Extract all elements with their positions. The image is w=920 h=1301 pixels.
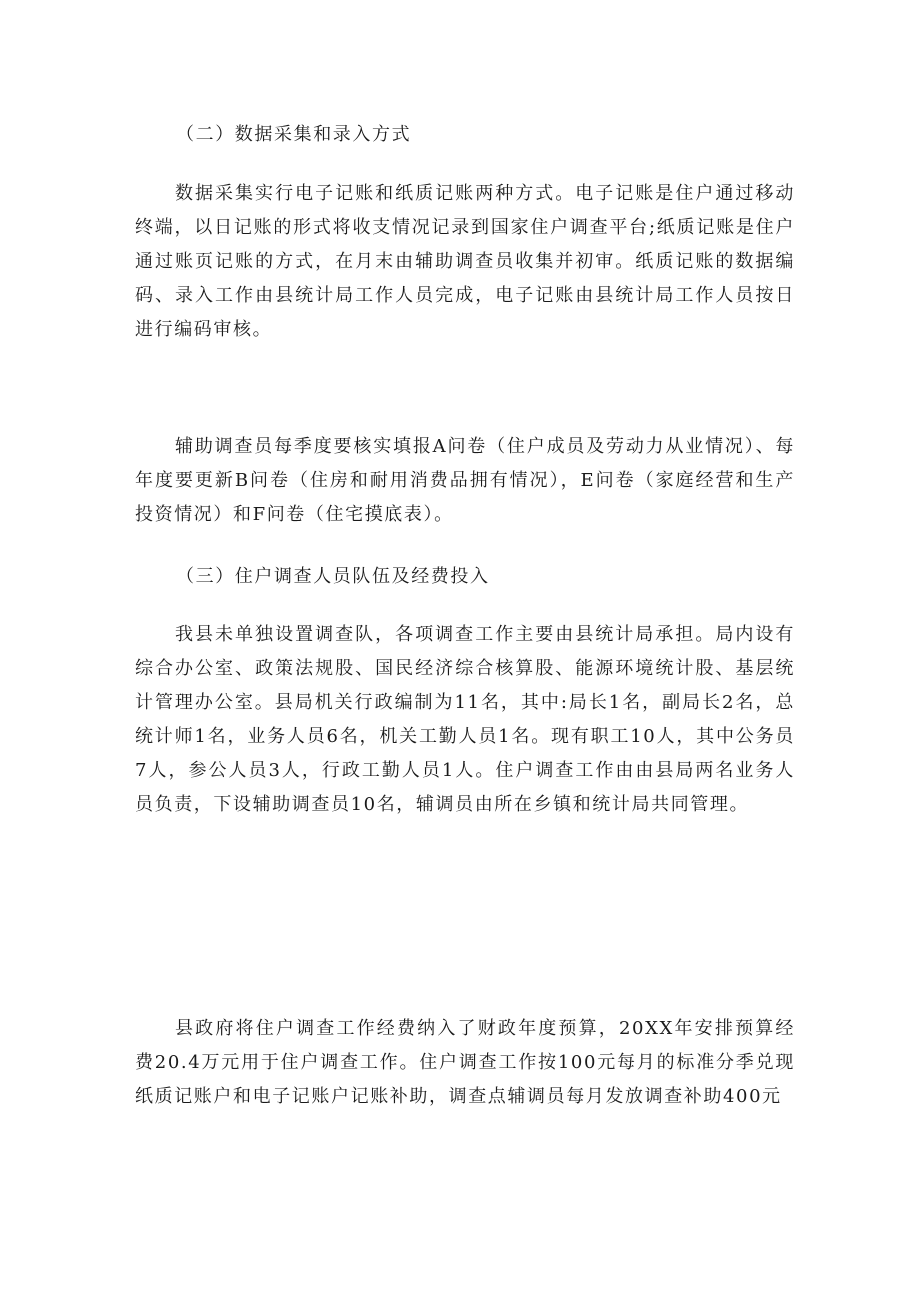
section-heading-3: （三）住户调查人员队伍及经费投入 <box>176 566 490 587</box>
paragraph-questionnaires: 辅助调查员每季度要核实填报A问卷（住户成员及劳动力从业情况）、每年度要更新B问卷（住房和耐用消费品拥有情况），E问卷（家庭经营和生产投资情况）和F问卷（住宅摸底表）。 <box>135 436 795 525</box>
section-heading-2: （二）数据采集和录入方式 <box>176 124 412 145</box>
paragraph-funding: 县政府将住户调查工作经费纳入了财政年度预算，20XX年安排预算经费20.4万元用于住户调查工作。住户调查工作按100元每月的标准分季兑现纸质记账户和电子记账户记账补助，调查点辅调员每月发放调查补助400元 <box>135 1018 795 1107</box>
paragraph-data-collection: 数据采集实行电子记账和纸质记账两种方式。电子记账是住户通过移动终端，以日记账的形式将收支情况记录到国家住户调查平台;纸质记账是住户通过账页记账的方式，在月末由辅助调查员收集并初审。纸质记账的数据编码、录入工作由县统计局工作人员完成，电子记账由县统计局工作人员按日进行编码审核。 <box>135 183 795 340</box>
paragraph-staffing: 我县未单独设置调查队，各项调查工作主要由县统计局承担。局内设有综合办公室、政策法规股、国民经济综合核算股、能源环境统计股、基层统计管理办公室。县局机关行政编制为11名，其中:局长1名，副局长2名，总统计师1名，业务人员6名，机关工勤人员1名。现有职工10人，其中公务员7人，参公人员3人，行政工勤人员1人。住户调查工作由由县局两名业务人员负责，下设辅助调查员10名，辅调员由所在乡镇和统计局共同管理。 <box>135 624 795 815</box>
